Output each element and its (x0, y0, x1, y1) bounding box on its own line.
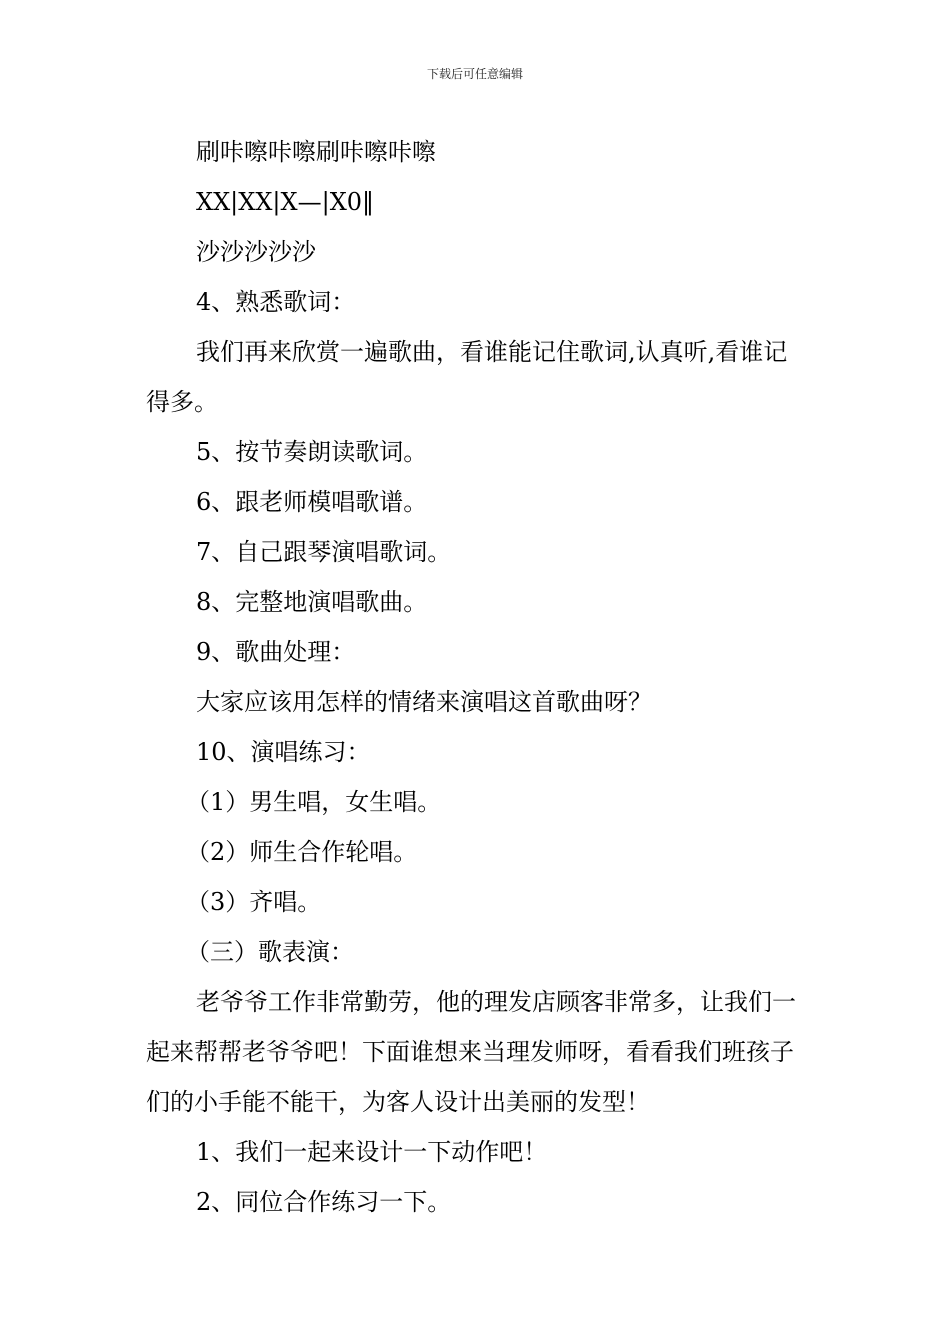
paragraph-rhythm-words-1: 刷咔嚓咔嚓刷咔嚓咔嚓 (196, 138, 436, 166)
paragraph-rhythm-words-2: 沙沙沙沙沙 (196, 238, 316, 266)
paragraph-step-10: 10、演唱练习： (196, 738, 371, 766)
paragraph-step-9-detail: 大家应该用怎样的情绪来演唱这首歌曲呀？ (196, 688, 652, 716)
paragraph-section-3: （三）歌表演： (186, 938, 354, 966)
paragraph-practice-2: （2）师生合作轮唱。 (186, 838, 418, 866)
paragraph-step-8: 8、完整地演唱歌曲。 (196, 588, 428, 616)
paragraph-practice-1: （1）男生唱，女生唱。 (186, 788, 442, 816)
paragraph-step-6: 6、跟老师模唱歌谱。 (196, 488, 428, 516)
paragraph-action-2: 2、同位合作练习一下。 (196, 1188, 452, 1216)
paragraph-action-1: 1、我们一起来设计一下动作吧！ (196, 1138, 548, 1166)
paragraph-step-4-detail: 我们再来欣赏一遍歌曲，看谁能记住歌词,认真听,看谁记得多。 (146, 338, 788, 416)
paragraph-practice-3: （3）齐唱。 (186, 888, 322, 916)
paragraph-section-3-detail: 老爷爷工作非常勤劳，他的理发店顾客非常多，让我们一起来帮帮老爷爷吧！下面谁想来当理发师呀，看看我们班孩子们的小手能不能干，为客人设计出美丽的发型！ (146, 988, 796, 1116)
document-body (146, 127, 811, 1227)
paragraph-rhythm-notation: XX|XX|X—|X0‖ (196, 188, 375, 216)
paragraph-step-5: 5、按节奏朗读歌词。 (196, 438, 428, 466)
paragraph-step-7: 7、自己跟琴演唱歌词。 (196, 538, 452, 566)
paragraph-step-4: 4、熟悉歌词： (196, 288, 356, 316)
paragraph-step-9: 9、歌曲处理： (196, 638, 356, 666)
page-header: 下载后可任意编辑 (426, 67, 523, 81)
